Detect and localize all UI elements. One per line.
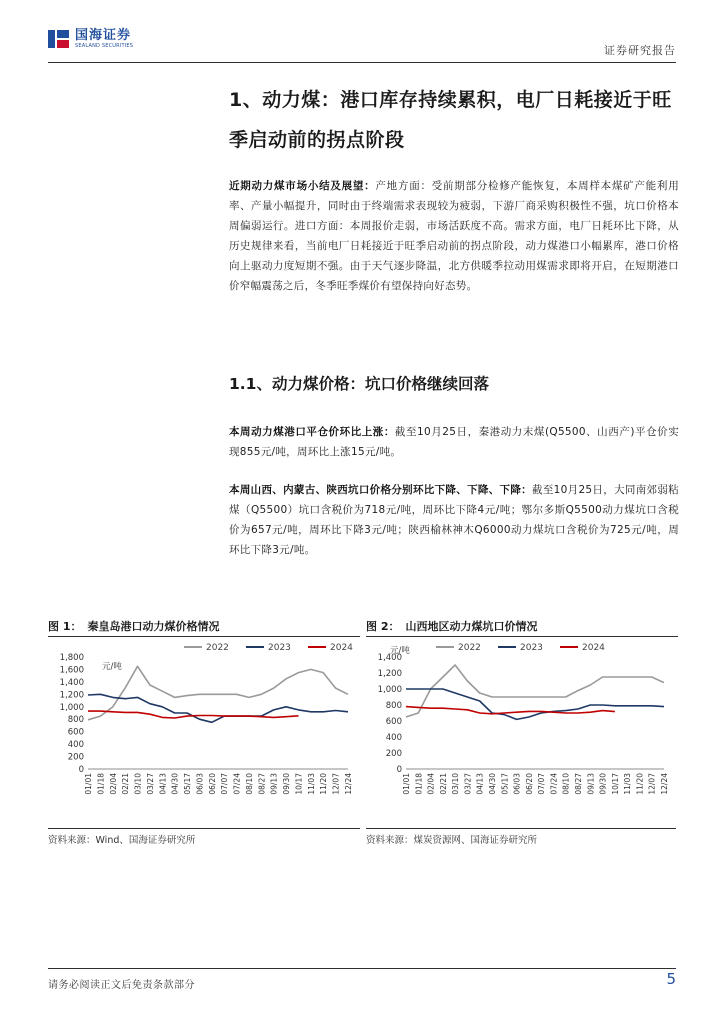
x-tick-label: 10/17 [294, 773, 304, 795]
x-tick-label: 08/10 [244, 773, 254, 795]
logo-icon [48, 28, 70, 50]
legend-label: 2022 [206, 643, 229, 653]
pithead-price-label: 本周山西、内蒙古、陕西坑口价格分别环比下降、下降、下降： [229, 484, 532, 496]
x-tick-label: 02/04 [108, 773, 118, 795]
x-tick-label: 07/24 [549, 773, 559, 795]
summary-label: 近期动力煤市场小结及展望： [229, 180, 376, 192]
figure-1-title [48, 618, 360, 636]
y-axis-label: 元/吨 [390, 646, 410, 656]
y-tick-label: 1,400 [59, 677, 84, 688]
legend-label: 2022 [458, 643, 481, 653]
x-tick-label: 05/17 [183, 773, 193, 795]
disclaimer-note: 请务必阅读正文后免责条款部分 [48, 980, 195, 991]
y-tick-label: 1,800 [59, 653, 84, 663]
y-tick-label: 800 [385, 701, 402, 711]
y-tick-label: 400 [385, 733, 402, 743]
x-tick-label: 11/03 [306, 773, 316, 795]
series-line-2022 [406, 665, 664, 717]
page-header [48, 28, 676, 60]
x-tick-label: 11/20 [319, 773, 329, 795]
logo-en: SEALAND SECURITIES [75, 42, 134, 49]
port-price-text: 截至10月25日，秦港动力末煤(Q5500、山西产)平仓价实现855元/吨，周环比上涨15元/吨。 [229, 426, 679, 458]
y-tick-label: 200 [67, 752, 84, 763]
x-tick-label: 12/07 [331, 773, 341, 795]
x-tick-label: 07/24 [232, 773, 242, 795]
x-tick-label: 04/13 [475, 773, 485, 795]
figure-1-num: 图 1： [48, 620, 82, 633]
x-tick-label: 08/27 [574, 773, 583, 795]
legend-label: 2023 [268, 643, 291, 653]
figure-1-caption: 秦皇岛港口动力煤价格情况 [87, 620, 220, 633]
x-tick-label: 12/07 [647, 773, 657, 795]
y-tick-label: 1,000 [59, 702, 84, 713]
x-tick-label: 11/20 [635, 773, 645, 795]
y-tick-label: 1,200 [377, 669, 402, 679]
section-1-1-title: 1.1、动力煤价格：坑口价格继续回落 [229, 375, 489, 393]
x-tick-label: 05/17 [500, 773, 510, 795]
figure-1-source: 资料来源：Wind、国海证券研究所 [48, 835, 196, 846]
y-tick-label: 800 [67, 715, 84, 726]
y-tick-label: 200 [385, 749, 402, 759]
x-tick-label: 04/13 [158, 773, 168, 795]
series-line-2023 [406, 689, 664, 719]
y-tick-label: 1,600 [59, 665, 84, 676]
x-tick-label: 02/21 [121, 773, 131, 795]
figure-2-num: 图 2： [366, 620, 400, 633]
pithead-price-paragraph [229, 480, 679, 560]
x-tick-label: 08/27 [257, 773, 267, 795]
x-tick-label: 08/10 [561, 773, 571, 795]
figure-1 [48, 618, 360, 848]
x-tick-label: 12/24 [660, 773, 669, 795]
y-axis-label: 元/吨 [102, 662, 122, 672]
series-line-2023 [88, 694, 348, 722]
chart-1 [48, 637, 360, 827]
x-tick-label: 04/30 [488, 773, 497, 795]
x-tick-label: 11/03 [623, 773, 633, 795]
page-number: 5 [666, 970, 676, 988]
figure-2 [366, 618, 678, 848]
x-tick-label: 02/21 [438, 773, 448, 795]
x-tick-label: 09/30 [282, 773, 292, 795]
y-tick-label: 1,400 [377, 653, 402, 663]
x-tick-label: 06/20 [207, 773, 217, 795]
x-tick-label: 09/13 [586, 773, 596, 795]
logo [48, 28, 133, 50]
chart-2 [366, 637, 676, 827]
x-tick-label: 01/01 [84, 773, 93, 795]
x-tick-label: 04/30 [170, 773, 180, 795]
legend-label: 2024 [330, 643, 353, 653]
y-tick-label: 0 [78, 765, 84, 775]
x-tick-label: 01/18 [96, 773, 106, 795]
header-rule [48, 62, 676, 63]
legend-label: 2024 [582, 643, 605, 653]
x-tick-label: 12/24 [344, 773, 353, 795]
summary-paragraph [229, 176, 679, 296]
footer-rule [48, 968, 676, 969]
port-price-label: 本周动力煤港口平仓价环比上涨： [229, 426, 395, 438]
x-tick-label: 03/27 [463, 773, 473, 795]
x-tick-label: 01/01 [402, 773, 411, 795]
y-tick-label: 400 [67, 740, 84, 751]
port-price-paragraph [229, 422, 679, 462]
y-tick-label: 600 [67, 727, 84, 738]
x-tick-label: 10/17 [610, 773, 620, 795]
x-tick-label: 03/10 [133, 773, 143, 795]
x-tick-label: 06/03 [195, 773, 205, 795]
figure-2-source: 资料来源：煤炭资源网、国海证券研究所 [366, 835, 538, 846]
x-tick-label: 07/07 [537, 773, 547, 795]
report-type: 证券研究报告 [604, 44, 676, 57]
x-tick-label: 01/18 [414, 773, 424, 795]
y-tick-label: 0 [396, 765, 402, 775]
y-tick-label: 1,000 [377, 685, 402, 695]
x-tick-label: 07/07 [220, 773, 230, 795]
x-tick-label: 06/20 [524, 773, 534, 795]
summary-text: 产地方面：受前期部分检修产能恢复，本周样本煤矿产能利用率、产量小幅提升，同时由于终端需求表现较为疲弱，下游厂商采购积极性不强，坑口价格本周偏弱运行。进口方面：本周报价走弱，市场活跃度不高。需求方面，电厂日耗环比下降，从历史规律来看，当前电厂日耗接近于旺季启动前的拐点阶段，动力煤港口小幅累库，港口价格向上驱动力度短期不强。由于天气逐步降温，北方供暖季拉动用煤需求即将开启，在短期港口价窄幅震荡之后，冬季旺季煤价有望保持向好态势。 [229, 180, 679, 292]
y-tick-label: 600 [385, 717, 402, 727]
figure-2-title [366, 618, 678, 636]
x-tick-label: 09/30 [598, 773, 608, 795]
x-tick-label: 09/13 [269, 773, 279, 795]
x-tick-label: 03/27 [145, 773, 155, 795]
x-tick-label: 03/10 [451, 773, 461, 795]
legend-label: 2023 [520, 643, 543, 653]
pithead-price-text: 截至10月25日，大同南郊弱粘煤（Q5500）坑口含税价为718元/吨，周环比下降4元/吨；鄂尔多斯Q5500动力煤坑口含税价为657元/吨，周环比下降3元/吨；陕西榆林神木Q6000动力煤坑口含税价为725元/吨，周环比下降3元/吨。 [229, 484, 679, 556]
logo-cn: 国海证券 [75, 27, 132, 43]
figure-2-caption: 山西地区动力煤坑口价情况 [405, 620, 538, 633]
x-tick-label: 06/03 [512, 773, 522, 795]
x-tick-label: 02/04 [426, 773, 436, 795]
section-1-title: 1、动力煤：港口库存持续累积，电厂日耗接近于旺季启动前的拐点阶段 [229, 89, 672, 151]
y-tick-label: 1,200 [59, 690, 84, 701]
